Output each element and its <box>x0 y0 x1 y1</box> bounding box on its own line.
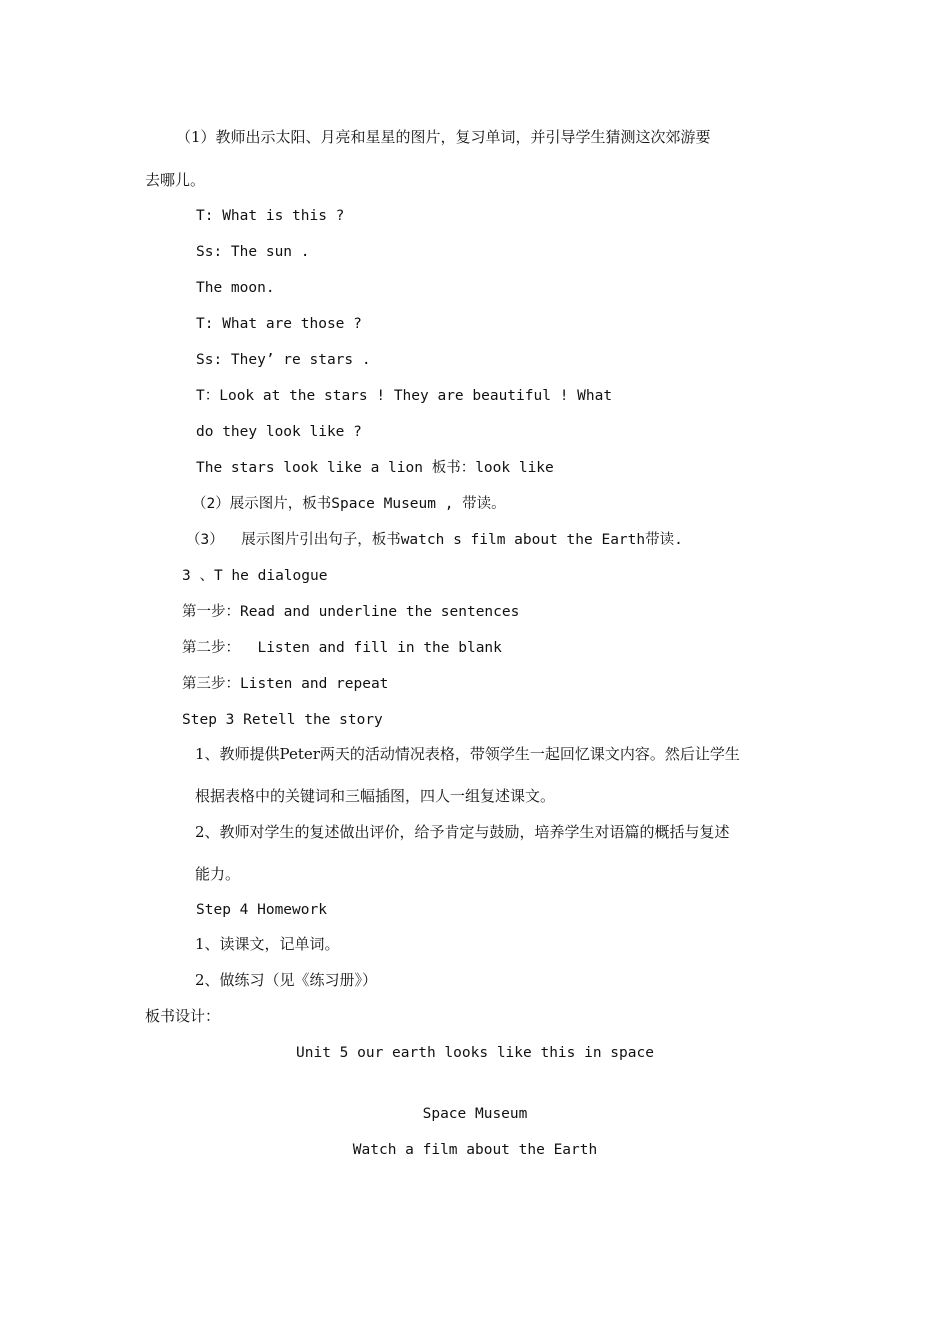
dialogue-line: T：Look at the stars ! They are beautiful ! What <box>196 388 613 404</box>
step-line: 第二步： Listen and fill in the blank <box>182 640 502 656</box>
board-design-label: 板书设计： <box>145 1007 221 1025</box>
paragraph-activity-2: （2）展示图片，板书Space Museum , 带读。 <box>192 496 506 512</box>
section-heading: Step 3 Retell the story <box>182 712 383 728</box>
dialogue-line: T: What are those ? <box>196 316 362 332</box>
dialogue-line: do they look like ? <box>196 424 362 440</box>
dialogue-line: The stars look like a lion 板书：look like <box>196 460 554 476</box>
dialogue-line: T: What is this ? <box>196 208 345 224</box>
paragraph-retell-2: 2、教师对学生的复述做出评价，给予肯定与鼓励，培养学生对语篇的概括与复述 <box>195 823 730 841</box>
dialogue-line: Ss: They’ re stars . <box>196 352 371 368</box>
paragraph-activity-3: （3） 展示图片引出句子，板书watch s film about the Earth带读. <box>186 532 683 548</box>
homework-item: 1、读课文，记单词。 <box>195 935 340 953</box>
paragraph-activity-1-cont: 去哪儿。 <box>145 171 206 189</box>
paragraph-retell-1-cont: 根据表格中的关键词和三幅插图，四人一组复述课文。 <box>195 787 556 805</box>
board-title: Unit 5 our earth looks like this in space <box>296 1045 654 1061</box>
homework-item: 2、做练习（见《练习册》） <box>195 971 378 989</box>
paragraph-activity-1: （1）教师出示太阳、月亮和星星的图片，复习单词，并引导学生猜测这次郊游要 <box>176 128 711 146</box>
dialogue-line: Ss: The sun . <box>196 244 310 260</box>
board-line: Watch a film about the Earth <box>352 1142 598 1158</box>
paragraph-retell-1: 1、教师提供Peter两天的活动情况表格，带领学生一起回忆课文内容。然后让学生 <box>195 745 740 763</box>
paragraph-retell-2-cont: 能力。 <box>195 865 241 883</box>
step-line: 第三步：Listen and repeat <box>182 676 389 692</box>
section-heading: 3 、T he dialogue <box>182 568 328 584</box>
dialogue-line: The moon. <box>196 280 275 296</box>
board-line: Space Museum <box>422 1106 528 1122</box>
step-line: 第一步：Read and underline the sentences <box>182 604 520 620</box>
section-heading: Step 4 Homework <box>196 902 327 918</box>
